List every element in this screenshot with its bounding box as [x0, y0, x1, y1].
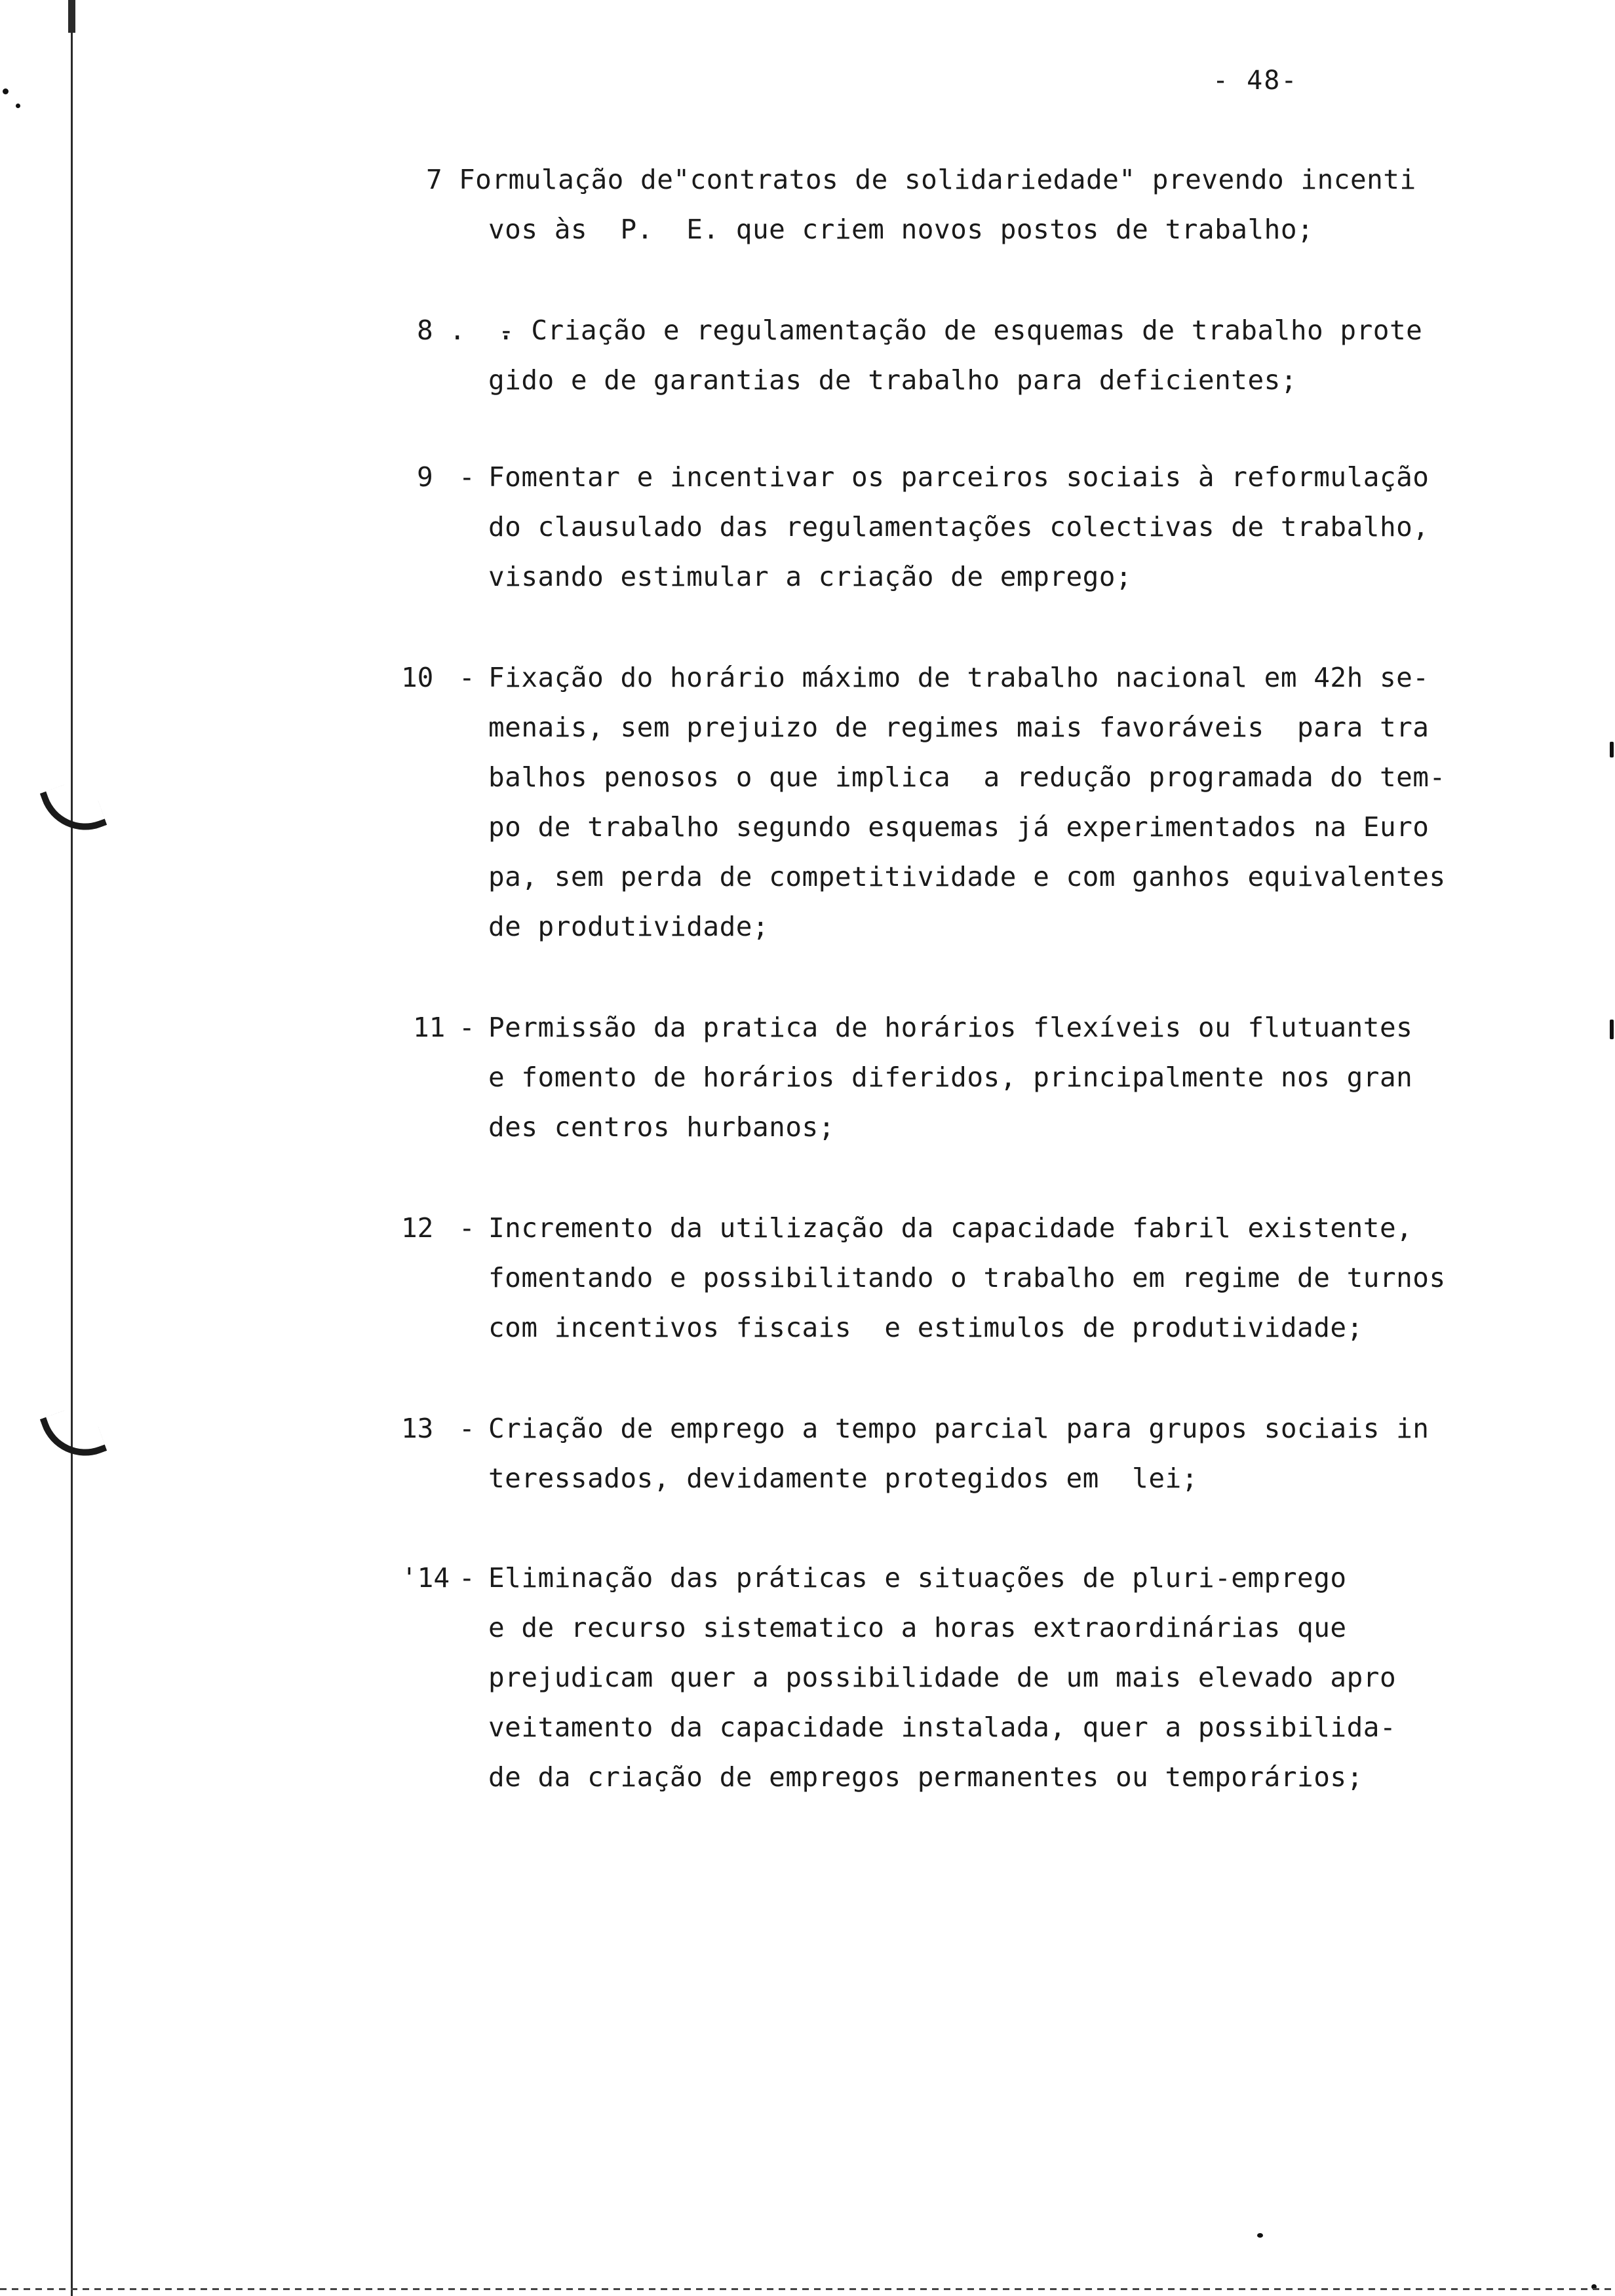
item-text-line: de produtividade;: [488, 911, 769, 942]
item-number: 12: [401, 1212, 434, 1244]
scan-speck: [3, 88, 9, 94]
item-text-line: vos às P. E. que criem novos postos de trabalho;: [488, 214, 1314, 245]
item-text-line: Fomentar e incentivar os parceiros sociais à reformulação: [488, 461, 1430, 493]
item-text-line: visando estimular a criação de emprego;: [488, 561, 1133, 592]
item-text-line: balhos penosos o que implica a redução programada do tem-: [488, 761, 1446, 793]
item-text-line: po de trabalho segundo esquemas já experimentados na Euro: [488, 811, 1430, 843]
item-text-line: gido e de garantias de trabalho para deficientes;: [488, 364, 1298, 396]
binding-hook-mark: [40, 1402, 107, 1469]
item-text-line: Eliminação das práticas e situações de pluri-emprego: [488, 1562, 1347, 1594]
scan-speck: [16, 104, 20, 108]
item-dash: -: [459, 1012, 475, 1043]
item-number: 10: [401, 662, 434, 693]
item-text-line: com incentivos fiscais e estimulos de produtividade;: [488, 1312, 1363, 1343]
item-text-line: do clausulado das regulamentações colectivas de trabalho,: [488, 511, 1430, 543]
scan-speck: [1610, 742, 1614, 757]
item-text-line: fomentando e possibilitando o trabalho em regime de turnos: [488, 1262, 1446, 1293]
item-text-line: pa, sem perda de competitividade e com ganhos equivalentes: [488, 861, 1446, 892]
item-number: 8 . .: [417, 315, 515, 346]
item-text-line: e de recurso sistematico a horas extraordinárias que: [488, 1612, 1347, 1643]
item-dash: -: [459, 1562, 475, 1594]
item-text-line: - Criação e regulamentação de esquemas de trabalho prote: [498, 315, 1423, 346]
item-text-line: Permissão da pratica de horários flexíveis ou flutuantes: [488, 1012, 1413, 1043]
bottom-edge-rule: [0, 2288, 1615, 2290]
item-text-line: veitamento da capacidade instalada, quer a possibilida-: [488, 1712, 1397, 1743]
item-dash: -: [459, 461, 475, 493]
page-number: - 48-: [1213, 66, 1298, 96]
item-text-line: Fixação do horário máximo de trabalho nacional em 42h se-: [488, 662, 1430, 693]
item-text-line: e fomento de horários diferidos, principalmente nos gran: [488, 1062, 1413, 1093]
scan-speck: [1610, 1020, 1614, 1039]
item-text-line: de da criação de empregos permanentes ou temporários;: [488, 1761, 1363, 1793]
item-text-line: teressados, devidamente protegidos em lei;: [488, 1463, 1198, 1494]
item-dash: -: [459, 1413, 475, 1444]
item-dash: -: [459, 662, 475, 693]
binding-line: [71, 0, 73, 2296]
item-number: 13: [401, 1413, 434, 1444]
item-text-line: Formulação de"contratos de solidariedade" prevendo incenti: [459, 164, 1416, 195]
item-number: '14: [401, 1562, 450, 1594]
item-number: 9: [417, 461, 433, 493]
item-text-line: Incremento da utilização da capacidade fabril existente,: [488, 1212, 1413, 1244]
binding-hook-mark: [40, 776, 107, 843]
binding-notch: [68, 0, 75, 33]
item-text-line: des centros hurbanos;: [488, 1111, 835, 1143]
item-number: 11: [413, 1012, 446, 1043]
item-text-line: prejudicam quer a possibilidade de um mais elevado apro: [488, 1662, 1397, 1693]
item-text-line: menais, sem prejuizo de regimes mais favoráveis para tra: [488, 712, 1430, 743]
item-text-line: Criação de emprego a tempo parcial para grupos sociais in: [488, 1413, 1430, 1444]
scan-speck: [1257, 2233, 1263, 2238]
item-number: 7: [426, 164, 442, 195]
item-dash: -: [459, 1212, 475, 1244]
